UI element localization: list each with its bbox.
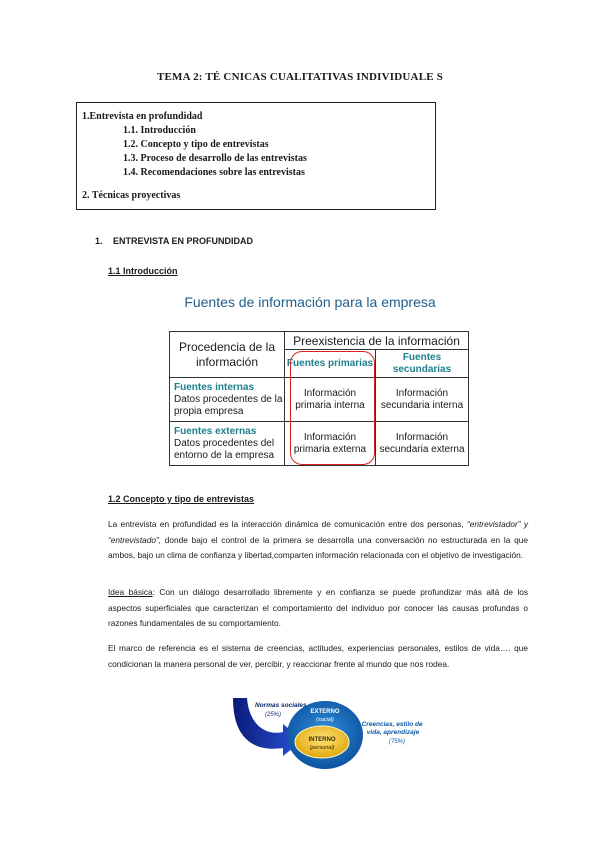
reference-frame-diagram [225, 690, 440, 775]
row-title: Fuentes internas [174, 381, 255, 393]
row-header [170, 378, 285, 422]
toc-item-1: 1.Entrevista en profundidad [82, 111, 203, 122]
table-of-contents [76, 102, 436, 210]
right-label-text: Creencias, estilo de [361, 721, 423, 728]
group-header: Preexistencia de la información [285, 332, 469, 350]
subsection-heading-concept: 1.2 Concepto y tipo de entrevistas [108, 494, 255, 504]
inner-sublabel: (personal) [309, 745, 335, 751]
toc-subitem: 1.2. Concepto y tipo de entrevistas [123, 139, 269, 150]
section-number: 1. [95, 236, 103, 246]
row-header [170, 422, 285, 466]
primary-sources-highlight [290, 351, 375, 465]
paragraph-definition [108, 517, 528, 564]
figure-title: Fuentes de información para la empresa [184, 294, 436, 310]
paragraph-idea [108, 585, 528, 632]
right-label [362, 721, 425, 736]
idea-label: Idea básica [108, 587, 153, 597]
section-heading [95, 236, 253, 246]
toc-subitem: 1.3. Proceso de desarrollo de las entrevistas [123, 153, 307, 164]
paragraph-italic: “entrevistador” y “entrevistado”, [108, 519, 528, 545]
right-label-text-line2: vida, aprendizaje [366, 729, 420, 736]
paragraph-text: donde bajo el control de la primera se desarrolla una conversación no estructurada en la que ambos, bajo un clima de confianza y libertad,comparten información relacionada con el objetivo de investigación. [108, 534, 528, 560]
corner-header: Procedencia de la información [170, 332, 285, 378]
toc-item-2: 2. Técnicas proyectivas [82, 190, 181, 201]
outer-sublabel: (social) [316, 717, 334, 723]
section-title: ENTREVISTA EN PROFUNDIDAD [113, 236, 254, 246]
left-percentage: (25%) [265, 712, 282, 718]
subsection-heading-intro: 1.1 Introducción [108, 266, 178, 276]
table-cell: Información primaria interna [285, 378, 376, 422]
paragraph-reference-frame: El marco de referencia es el sistema de creencias, actitudes, experiencias personales, estilos de vida…. que condicionan la manera personal de ver, percibir, y reaccionar frente al mundo que nos rodea. [108, 643, 528, 669]
left-label: Normas sociales [255, 702, 307, 709]
table-cell: Información secundaria externa [376, 422, 469, 466]
column-header-secondary: Fuentes secundarias [376, 350, 469, 378]
paragraph-text: La entrevista en profundidad es la interacción dinámica de comunicación entre dos personas, [108, 519, 468, 529]
document-title: TEMA 2: TÉ CNICAS CUALITATIVAS INDIVIDUALE S [156, 71, 444, 83]
table-cell: Información primaria externa [285, 422, 376, 466]
toc-subitem: 1.1. Introducción [123, 125, 196, 136]
right-percentage: (75%) [388, 739, 406, 745]
paragraph-text: : Con un diálogo desarrollado libremente y en confianza se puede profundizar más allá de los aspectos superficiales que caracterizan el comportamiento del individuo por conocer las causas profundas o razones fundamentales de su comportamiento. [108, 587, 528, 628]
outer-label: EXTERNO [310, 709, 340, 715]
row-desc: Datos procedentes del entorno de la empresa [174, 437, 275, 461]
column-header-primary: Fuentes primarias [285, 350, 376, 378]
table-cell: Información secundaria interna [376, 378, 469, 422]
row-title: Fuentes externas [174, 425, 257, 437]
toc-subitem: 1.4. Recomendaciones sobre las entrevistas [123, 167, 305, 178]
inner-label: INTERNO [308, 737, 336, 743]
row-desc: Datos procedentes de la propia empresa [174, 393, 283, 417]
